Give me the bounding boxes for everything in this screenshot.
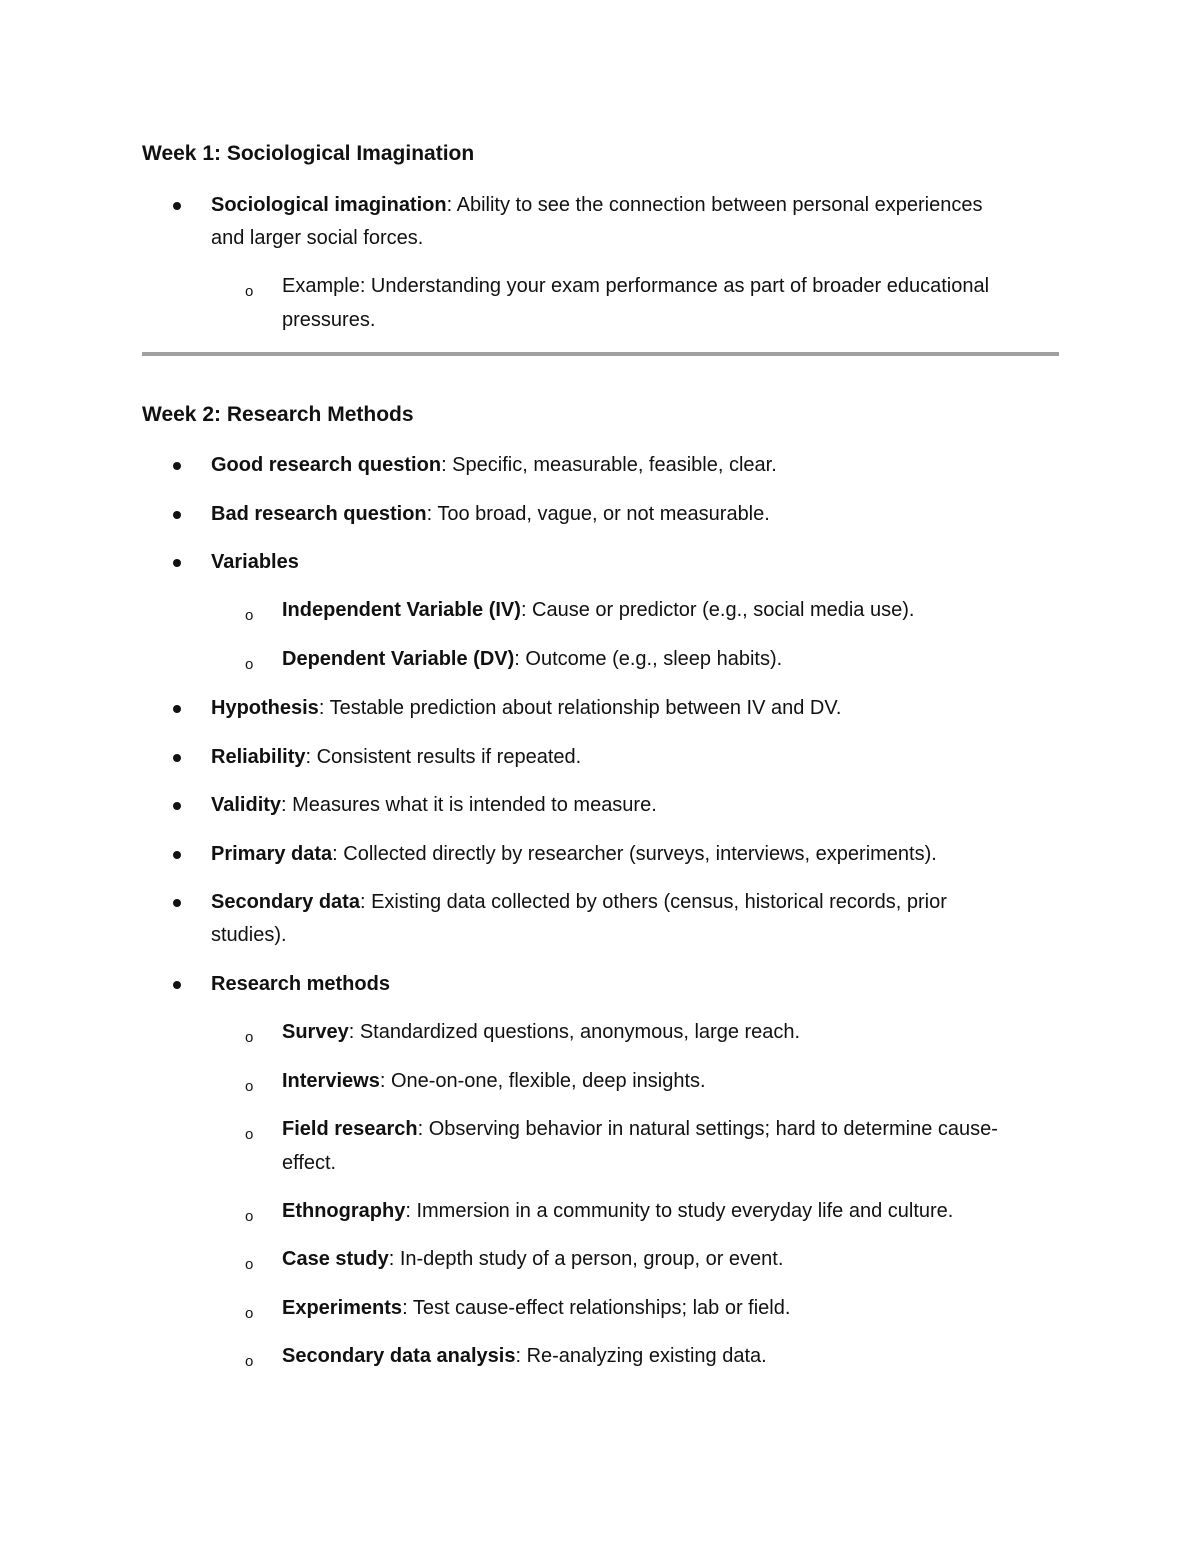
item-text: : Ability to see the connection between personal experiences — [446, 194, 983, 216]
example-text: Example: Understanding your exam performance as part of broader educational — [282, 275, 990, 297]
week2-heading: Week 2: Research Methods — [142, 403, 414, 426]
item-text: : Collected directly by researcher (surveys, interviews, experiments). — [332, 843, 937, 865]
example-text-continuation: pressures. — [282, 309, 376, 331]
sub-list-item-continuation: effect. — [282, 1152, 337, 1174]
week1-heading: Week 1: Sociological Imagination — [142, 142, 475, 165]
sub-list-item — [282, 1065, 706, 1098]
bullet-icon — [173, 754, 181, 762]
item-term: Independent Variable (IV) — [282, 599, 521, 621]
sub-list-item — [282, 643, 782, 676]
item-text: : Test cause-effect relationships; lab or field. — [402, 1297, 791, 1319]
item-text: : In-depth study of a person, group, or event. — [388, 1248, 784, 1270]
item-term: Case study — [282, 1248, 389, 1270]
sub-list-item — [282, 1243, 783, 1276]
item-term: Bad research question — [211, 503, 427, 525]
item-term: Dependent Variable (DV) — [282, 648, 515, 670]
sub-bullet-icon: o — [245, 1305, 254, 1322]
item-term: Hypothesis — [211, 697, 319, 719]
item-text: : Standardized questions, anonymous, large reach. — [348, 1021, 801, 1043]
bullet-icon — [173, 705, 181, 713]
item-term: Secondary data analysis — [282, 1345, 516, 1367]
list-item — [211, 741, 581, 774]
sub-list-item — [282, 1292, 790, 1325]
list-item — [211, 692, 841, 725]
horizontal-rule — [142, 352, 1059, 356]
item-term: Experiments — [282, 1297, 403, 1319]
item-text: : Outcome (e.g., sleep habits). — [514, 648, 783, 670]
sub-list-item — [282, 594, 914, 627]
sub-bullet-icon: o — [245, 1208, 254, 1225]
item-text: : Specific, measurable, feasible, clear. — [441, 454, 777, 476]
list-item — [211, 498, 770, 531]
list-item — [211, 789, 657, 822]
item-term: Variables — [211, 551, 299, 573]
sub-bullet-icon: o — [245, 1256, 254, 1273]
item-text: : Existing data collected by others (census, historical records, prior — [359, 891, 947, 913]
sub-bullet-icon: o — [245, 1078, 254, 1095]
bullet-icon — [173, 462, 181, 470]
item-text: : Immersion in a community to study everyday life and culture. — [405, 1200, 954, 1222]
sub-bullet-icon: o — [245, 1126, 254, 1143]
item-text: : Observing behavior in natural settings; hard to determine cause- — [417, 1118, 998, 1140]
bullet-icon — [173, 899, 181, 907]
list-item — [211, 546, 299, 579]
item-term: Primary data — [211, 843, 333, 865]
bullet-icon — [173, 202, 181, 210]
sub-list-item — [282, 1195, 953, 1228]
item-term: Secondary data — [211, 891, 360, 913]
sub-list-item — [282, 1113, 998, 1146]
bullet-icon — [173, 802, 181, 810]
sub-list-item — [282, 1016, 800, 1049]
list-item — [211, 189, 983, 222]
sub-bullet-icon: o — [245, 607, 254, 624]
item-term: Ethnography — [282, 1200, 406, 1222]
sub-bullet-icon: o — [245, 283, 254, 300]
bullet-icon — [173, 511, 181, 519]
item-term: Survey — [282, 1021, 349, 1043]
bullet-icon — [173, 559, 181, 567]
list-item-continuation: studies). — [211, 924, 287, 946]
item-term: Research methods — [211, 973, 390, 995]
item-text: : Consistent results if repeated. — [305, 746, 582, 768]
list-item — [211, 838, 937, 871]
item-term: Field research — [282, 1118, 418, 1140]
sub-bullet-icon: o — [245, 1029, 254, 1046]
sub-list-item — [282, 1340, 767, 1373]
sub-bullet-icon: o — [245, 656, 254, 673]
bullet-icon — [173, 981, 181, 989]
list-item — [211, 449, 777, 482]
item-term: Validity — [211, 794, 282, 816]
item-text: : Measures what it is intended to measure. — [281, 794, 657, 816]
item-term: Reliability — [211, 746, 306, 768]
item-text: : Re-analyzing existing data. — [515, 1345, 767, 1367]
list-item — [211, 886, 947, 919]
item-term: Good research question — [211, 454, 442, 476]
sub-bullet-icon: o — [245, 1353, 254, 1370]
item-term: Interviews — [282, 1070, 380, 1092]
item-text: : Cause or predictor (e.g., social media use). — [520, 599, 915, 621]
item-text: : One-on-one, flexible, deep insights. — [379, 1070, 706, 1092]
item-text: : Too broad, vague, or not measurable. — [426, 503, 770, 525]
list-item-continuation: and larger social forces. — [211, 227, 424, 249]
list-item — [211, 968, 390, 1001]
item-text: : Testable prediction about relationship between IV and DV. — [318, 697, 842, 719]
item-term: Sociological imagination — [211, 194, 447, 216]
bullet-icon — [173, 851, 181, 859]
